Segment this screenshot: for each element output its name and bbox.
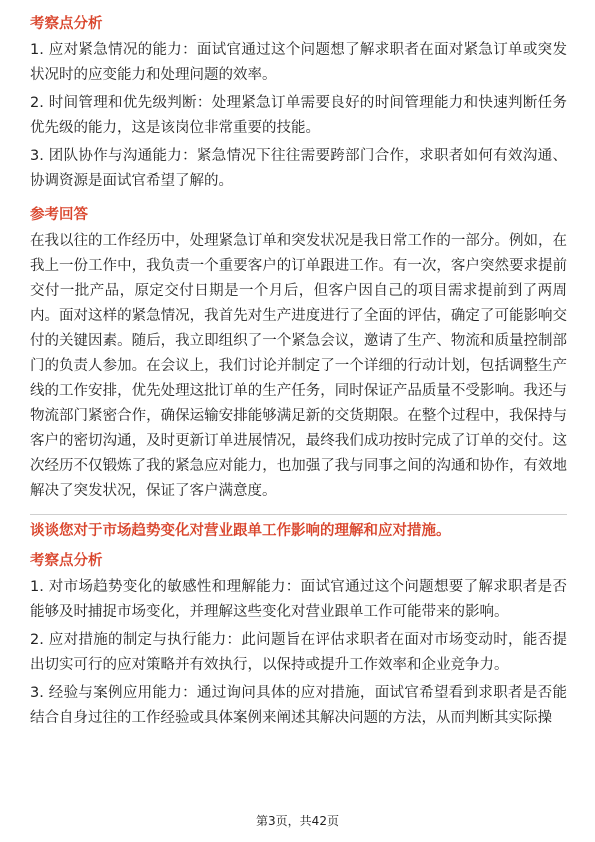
analysis-item-2-3: 3. 经验与案例应用能力：通过询问具体的应对措施，面试官希望看到求职者是否能结合自身过往的工作经验或具体案例来阐述其解决问题的方法，从而判断其实际操 — [30, 685, 567, 726]
analysis-item-3: 3. 团队协作与沟通能力：紧急情况下往往需要跨部门合作，求职者如何有效沟通、协调资源是面试官希望了解的。 — [30, 148, 567, 189]
page-number: 第3页，共42页 — [256, 814, 339, 828]
analysis-heading: 考察点分析 — [30, 16, 103, 32]
analysis-heading-2: 考察点分析 — [30, 553, 103, 569]
document-page — [30, 14, 567, 734]
analysis-item-2: 2. 时间管理和优先级判断：处理紧急订单需要良好的时间管理能力和快速判断任务优先级的能力，这是该岗位非常重要的技能。 — [30, 95, 567, 136]
reference-answer-heading: 参考回答 — [30, 207, 88, 223]
question-title: 谈谈您对于市场趋势变化对营业跟单工作影响的理解和应对措施。 — [30, 523, 451, 539]
analysis-item-2-1: 1. 对市场趋势变化的敏感性和理解能力：面试官通过这个问题想要了解求职者是否能够及时捕捉市场变化，并理解这些变化对营业跟单工作可能带来的影响。 — [30, 579, 567, 620]
reference-answer-text: 在我以往的工作经历中，处理紧急订单和突发状况是我日常工作的一部分。例如，在我上一份工作中，我负责一个重要客户的订单跟进工作。有一次，客户突然要求提前交付一批产品，原定交付日期是一个月后，但客户因自己的项目需求提前到了两周内。面对这样的紧急情况，我首先对生产进度进行了全面的评估，确定了可能影响交付的关键因素。随后，我立即组织了一个紧急会议，邀请了生产、物流和质量控制部门的负责人参加。在会议上，我们讨论并制定了一个详细的行动计划，包括调整生产线的工作安排，优先处理这批订单的生产任务，同时保证产品质量不受影响。我还与物流部门紧密合作，确保运输安排能够满足新的交货期限。在整个过程中，我保持与客户的密切沟通，及时更新订单进展情况，最终我们成功按时完成了订单的交付。这次经历不仅锻炼了我的紧急应对能力，也加强了我与同事之间的沟通和协作，有效地解决了突发状况，保证了客户满意度。 — [30, 233, 567, 499]
section-divider — [30, 514, 567, 515]
analysis-item-1: 1. 应对紧急情况的能力：面试官通过这个问题想了解求职者在面对紧急订单或突发状况时的应变能力和处理问题的效率。 — [30, 42, 567, 83]
analysis-item-2-2: 2. 应对措施的制定与执行能力：此问题旨在评估求职者在面对市场变动时，能否提出切实可行的应对策略并有效执行，以保持或提升工作效率和企业竞争力。 — [30, 632, 567, 673]
